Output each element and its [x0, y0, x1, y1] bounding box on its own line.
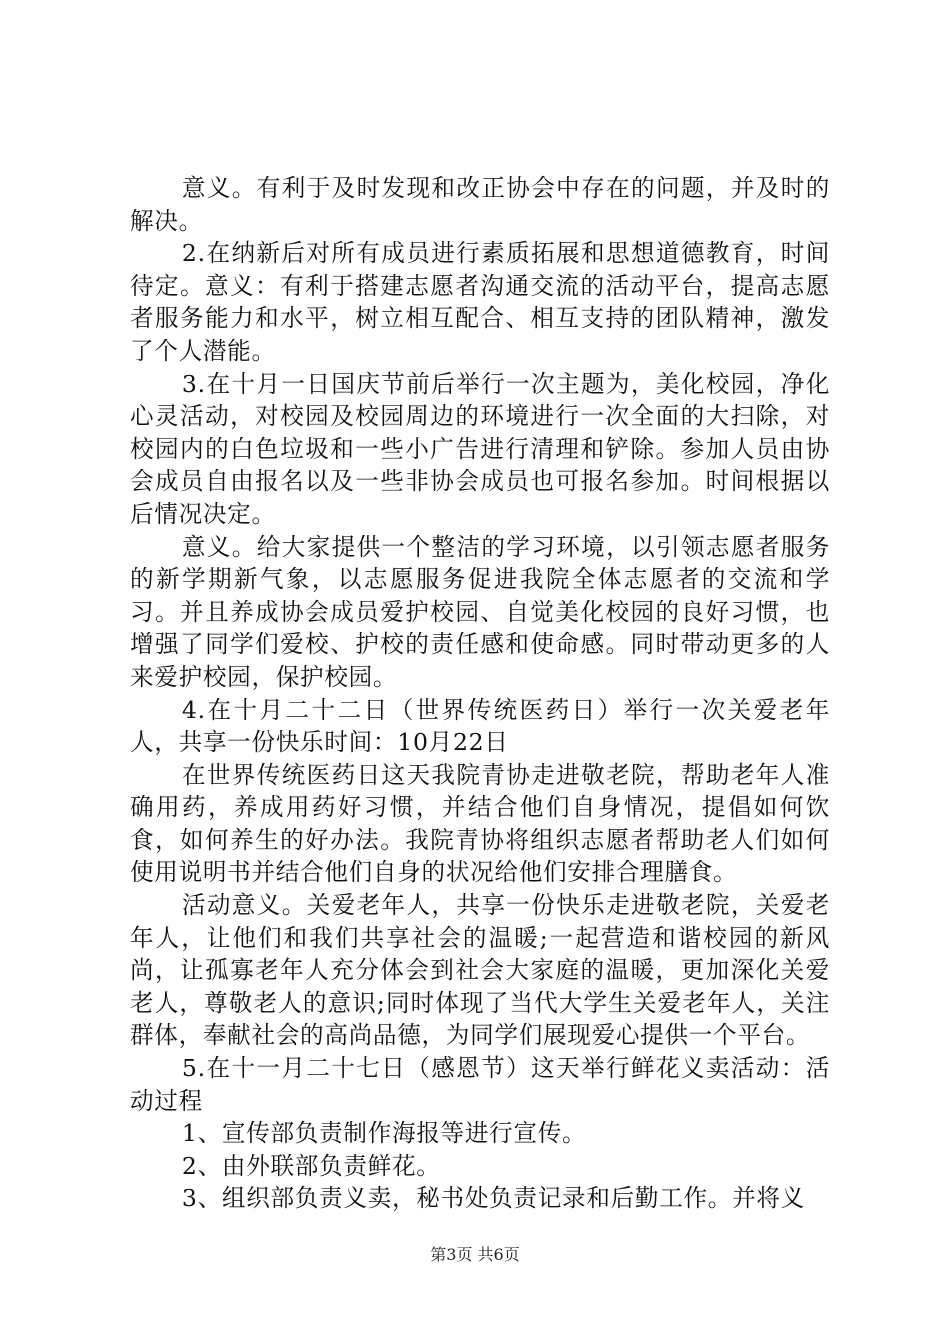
paragraph-meaning-3: 意义。给大家提供一个整洁的学习环境，以引领志愿者服务的新学期新气象，以志愿服务促进我院全体志愿者的交流和学习。并且养成协会成员爱护校园、自觉美化校园的良好习惯，也增强了同学们爱校、护校的责任感和使命感。同时带动更多的人来爱护校园，保护校园。	[130, 532, 830, 691]
paragraph-item-3: 3.在十月一日国庆节前后举行一次主题为，美化校园，净化心灵活动，对校园及校园周边的环境进行一次全面的大扫除，对校园内的白色垃圾和一些小广告进行清理和铲除。参加人员由协会成员自由报名以及一些非协会成员也可报名参加。时间根据以后情况决定。	[130, 369, 830, 528]
paragraph-meaning-4: 活动意义。关爱老年人，共享一份快乐走进敬老院，关爱老年人，让他们和我们共享社会的温暖;一起营造和谐校园的新风尚，让孤寡老年人充分体会到社会大家庭的温暖，更加深化关爱老人，尊敬老人的意识;同时体现了当代大学生关爱老年人，关注群体，奉献社会的高尚品德，为同学们展现爱心提供一个平台。	[130, 891, 830, 1050]
page-number-footer: 第3页 共6页	[430, 1245, 520, 1264]
paragraph-step-3: 3、组织部负责义卖，秘书处负责记录和后勤工作。并将义	[181, 1184, 805, 1213]
paragraph-step-2: 2、由外联部负责鲜花。	[181, 1151, 441, 1180]
paragraph-item-5: 5.在十一月二十七日（感恩节）这天举行鲜花义卖活动：活动过程	[130, 1054, 830, 1115]
paragraph-item-2: 2.在纳新后对所有成员进行素质拓展和思想道德教育，时间待定。意义：有利于搭建志愿者沟通交流的活动平台，提高志愿者服务能力和水平，树立相互配合、相互支持的团队精神，激发了个人潜能。	[130, 239, 830, 365]
paragraph-step-1: 1、宣传部负责制作海报等进行宣传。	[181, 1119, 587, 1148]
paragraph-item-4-detail: 在世界传统医药日这天我院青协走进敬老院，帮助老年人准确用药，养成用药好习惯，并结合他们自身情况，提倡如何饮食，如何养生的好办法。我院青协将组织志愿者帮助老人们如何使用说明书并结合他们自身的状况给他们安排合理膳食。	[130, 760, 830, 887]
paragraph-meaning-1: 意义。有利于及时发现和改正协会中存在的问题，并及时的解决。	[130, 174, 830, 235]
document-body	[130, 172, 830, 1215]
paragraph-item-4: 4.在十月二十二日（世界传统医药日）举行一次关爱老年人，共享一份快乐时间：10月22日	[130, 695, 830, 757]
